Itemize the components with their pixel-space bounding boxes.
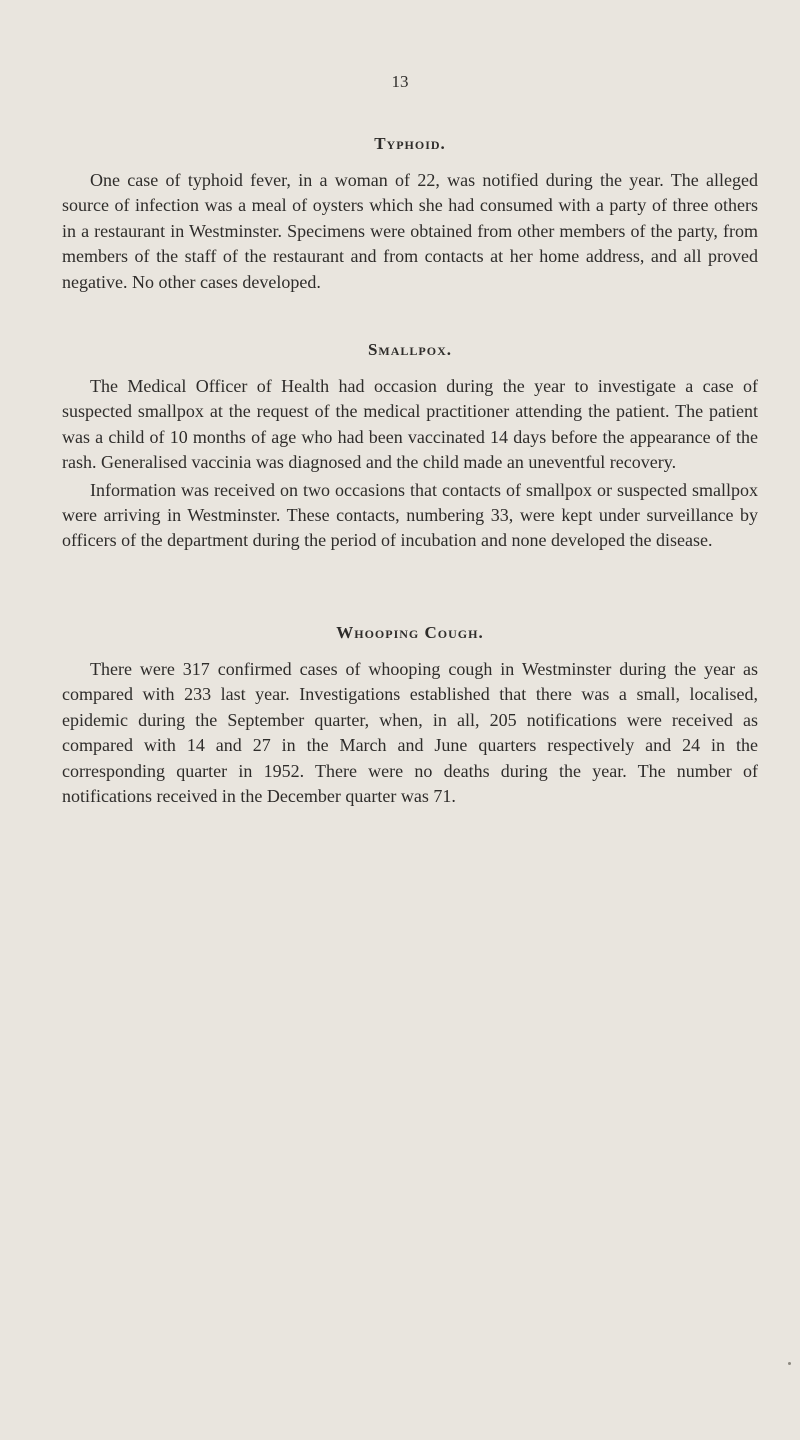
paper-speck <box>788 1362 791 1365</box>
paragraph: One case of typhoid fever, in a woman of 22, was notified during the year. The alleged source of infection was a meal of oysters which she had consumed with a party of three others in a restaurant in Westminster. Specimens were obtained from other members of the party, from members of the staff of the restaurant and from contacts at her home address, and all proved negative. No other cases developed. <box>62 170 758 292</box>
section-heading-typhoid: Typhoid. <box>374 134 446 153</box>
page-number: 13 <box>391 72 409 91</box>
paragraph: Information was received on two occasions that contacts of smallpox or suspected smallpox were arriving in Westminster. These contacts, numbering 33, were kept under surveillance by officers of the department during the period of incubation and none developed the disease. <box>62 479 758 551</box>
section-typhoid <box>62 134 758 295</box>
section-heading-whooping-cough: Whooping Cough. <box>336 623 484 642</box>
paragraph: The Medical Officer of Health had occasion during the year to investigate a case of suspected smallpox at the request of the medical practitioner attending the patient. The patient was a child of 10 months of age who had been vaccinated 14 days before the appearance of the rash. Generalised vaccinia was diagnosed and the child made an uneventful recovery. <box>62 376 758 473</box>
section-smallpox <box>62 340 758 554</box>
section-heading-smallpox: Smallpox. <box>367 340 453 359</box>
section-whooping-cough <box>62 623 758 809</box>
paragraph: There were 317 confirmed cases of whooping cough in Westminster during the year as compared with 233 last year. Investigations established that there was a small, localised, epidemic during the September quarter, when, in all, 205 notifications were received as compared with 14 and 27 in the March and June quarters respectively and 24 in the corresponding quarter in 1952. There were no deaths during the year. The number of notifications received in the December quarter was 71. <box>62 659 758 807</box>
